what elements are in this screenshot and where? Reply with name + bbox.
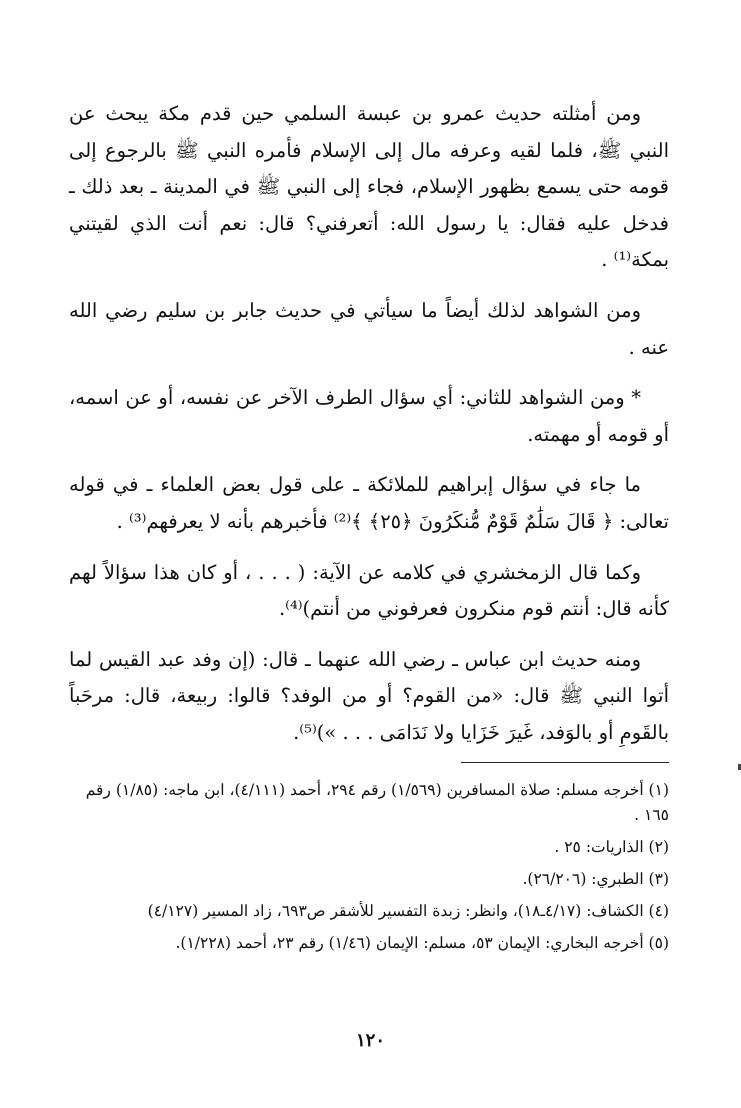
footnotes xyxy=(69,778,669,963)
page-number: ١٢٠ xyxy=(355,1030,385,1051)
footnote-5: (٥) أخرجه البخاري: الإيمان ٥٣، مسلم: الإيمان (١/٤٦) رقم ٢٣، أحمد (١/٢٢٨). xyxy=(175,934,669,952)
paragraph-ibn-abbas: ومنه حديث ابن عباس ـ رضي الله عنهما ـ قال: (إن وفد عبد القيس لما أتوا النبي ﷺ قال: «من القوم؟ أو من الوفد؟ قالوا: ربيعة، قال: مرحَباً بالقَومِ أو بالوَفد، غَيرَ خَزَايا ولا نَدَامَى . . . »)⁽⁵⁾. xyxy=(69,647,669,744)
footnote-divider xyxy=(461,762,669,763)
footnote-3: (٣) الطبري: (٢٦/٢٠٦). xyxy=(522,870,669,888)
main-text xyxy=(69,96,669,766)
footnote-1: (١) أخرجه مسلم: صلاة المسافرين (١/٥٦٩) رقم ٢٩٤، أحمد (٤/١١١)، ابن ماجه: (١/٨٥) رقم ١٦٥ . xyxy=(85,781,669,824)
footnote-4: (٤) الكشاف: (٤/١٧ـ١٨)، وانظر: زبدة التفسير للأشقر ص٦٩٣، زاد المسير (٤/١٢٧) xyxy=(147,902,669,920)
paragraph-jabir-ibn-sulaym: ومن الشواهد لذلك أيضاً ما سيأتي في حديث جابر بن سليم رضي الله عنه . xyxy=(69,298,669,359)
footnote-2: (٢) الذاريات: ٢٥ . xyxy=(554,838,669,856)
paragraph-ibrahim-angels: ما جاء في سؤال إبراهيم للملائكة ـ على قول بعض العلماء ـ في قوله تعالى: ﴿ قَالَ سَلَٰمٌ قَوْمٌ مُّنكَرُونَ ﴿٢٥﴾ ﴾⁽²⁾ فأخبرهم بأنه لا يعرفهم⁽³⁾ . xyxy=(69,473,669,533)
paragraph-zamakhshari: وكما قال الزمخشري في كلامه عن الآية: ( . . . ، أو كان هذا سؤالاً لهم كأنه قال: أنتم قوم منكرون فعرفوني من أنتم)⁽⁴⁾. xyxy=(69,560,669,621)
paragraph-second-evidence: * ومن الشواهد للثاني: أي سؤال الطرف الآخر عن نفسه، أو عن اسمه، أو قومه أو مهمته. xyxy=(69,386,669,446)
paragraph-amr-ibn-abasa: ومن أمثلته حديث عمرو بن عبسة السلمي حين قدم مكة يبحث عن النبي ﷺ، فلما لقيه وعرفه مال إلى الإسلام فأمره النبي ﷺ بالرجوع إلى قومه حتى يسمع بظهور الإسلام، فجاء إلى النبي ﷺ في المدينة ـ بعد ذلك ـ فدخل عليه فقال: يا رسول الله: أتعرفني؟ قال: نعم أنت الذي لقيتني بمكة⁽¹⁾ . xyxy=(69,102,669,272)
